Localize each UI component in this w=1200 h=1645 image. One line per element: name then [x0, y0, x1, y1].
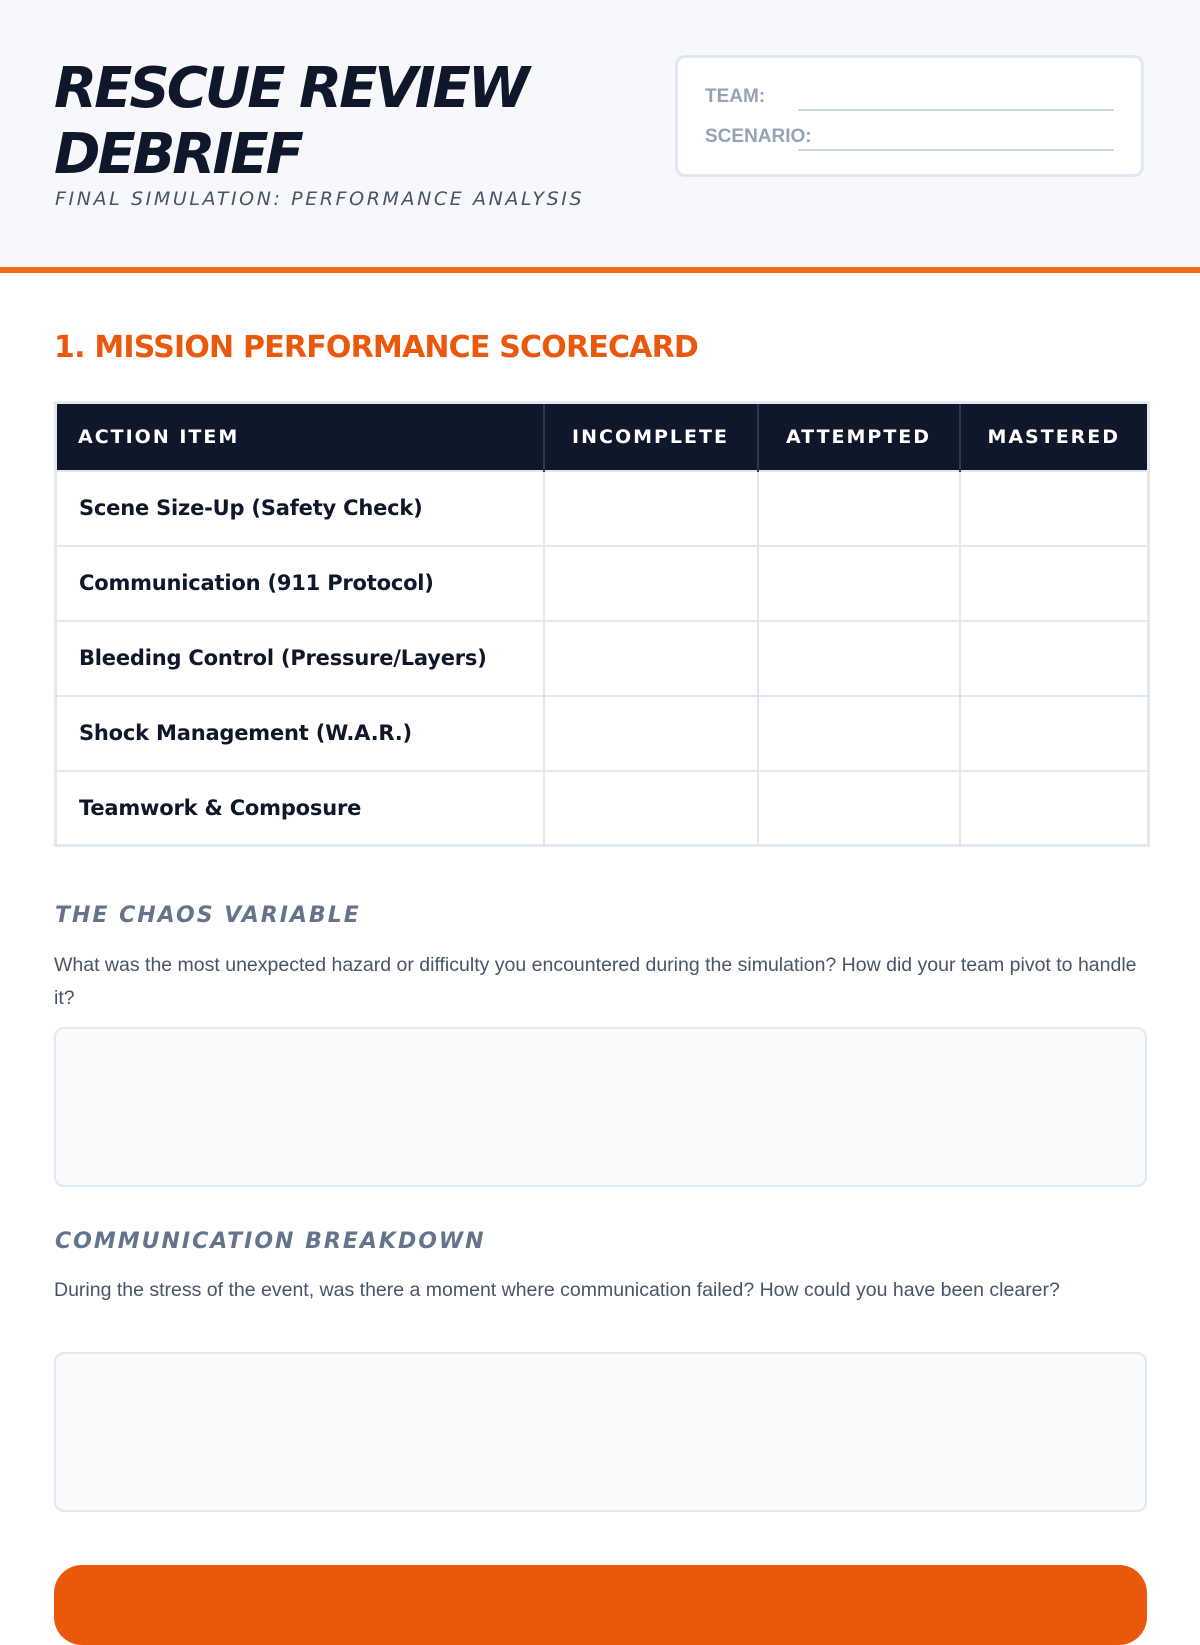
column-header-attempted: ATTEMPTED	[758, 403, 960, 471]
action-item-cell: Shock Management (W.A.R.)	[56, 696, 544, 771]
footer-accent-bar	[54, 1565, 1147, 1645]
team-label: TEAM:	[705, 86, 766, 107]
communication-breakdown-answer-box[interactable]	[54, 1352, 1147, 1512]
table-row	[56, 696, 1149, 771]
attempted-cell[interactable]	[758, 696, 960, 771]
incomplete-cell[interactable]	[544, 546, 758, 621]
attempted-cell[interactable]	[758, 771, 960, 846]
action-item-cell: Teamwork & Composure	[56, 771, 544, 846]
mastered-cell[interactable]	[960, 771, 1149, 846]
scorecard-section-title: 1. MISSION PERFORMANCE SCORECARD	[54, 330, 698, 365]
column-header-incomplete: INCOMPLETE	[544, 403, 758, 471]
page-header	[0, 0, 1200, 273]
table-row	[56, 546, 1149, 621]
page-subtitle: FINAL SIMULATION: PERFORMANCE ANALYSIS	[55, 188, 585, 210]
incomplete-cell[interactable]	[544, 621, 758, 696]
incomplete-cell[interactable]	[544, 471, 758, 546]
communication-breakdown-prompt: During the stress of the event, was there a moment where communication failed? How could you have been clearer?	[54, 1279, 1060, 1301]
table-row	[56, 771, 1149, 846]
chaos-variable-answer-box[interactable]	[54, 1027, 1147, 1187]
table-row	[56, 621, 1149, 696]
attempted-cell[interactable]	[758, 621, 960, 696]
action-item-cell: Scene Size-Up (Safety Check)	[56, 471, 544, 546]
incomplete-cell[interactable]	[544, 771, 758, 846]
incomplete-cell[interactable]	[544, 696, 758, 771]
communication-breakdown-heading: COMMUNICATION BREAKDOWN	[55, 1229, 486, 1254]
scenario-input-line[interactable]	[798, 149, 1114, 151]
action-item-cell: Communication (911 Protocol)	[56, 546, 544, 621]
performance-scorecard-table	[54, 401, 1150, 847]
column-header-mastered: MASTERED	[960, 403, 1149, 471]
team-info-card	[675, 55, 1144, 177]
table-row	[56, 471, 1149, 546]
team-field-row	[705, 82, 1114, 112]
attempted-cell[interactable]	[758, 546, 960, 621]
mastered-cell[interactable]	[960, 696, 1149, 771]
table-header-row	[56, 403, 1149, 471]
team-input-line[interactable]	[798, 109, 1114, 111]
action-item-cell: Bleeding Control (Pressure/Layers)	[56, 621, 544, 696]
chaos-variable-prompt: What was the most unexpected hazard or difficulty you encountered during the simulation? How did your team pivot to handle it?	[54, 954, 1137, 1009]
scenario-label: SCENARIO:	[705, 126, 812, 147]
attempted-cell[interactable]	[758, 471, 960, 546]
mastered-cell[interactable]	[960, 471, 1149, 546]
scenario-field-row	[705, 122, 1114, 152]
chaos-variable-heading: THE CHAOS VARIABLE	[55, 903, 361, 928]
mastered-cell[interactable]	[960, 621, 1149, 696]
mastered-cell[interactable]	[960, 546, 1149, 621]
column-header-action-item: ACTION ITEM	[56, 403, 544, 471]
page-title: RESCUE REVIEW DEBRIEF	[54, 56, 527, 187]
